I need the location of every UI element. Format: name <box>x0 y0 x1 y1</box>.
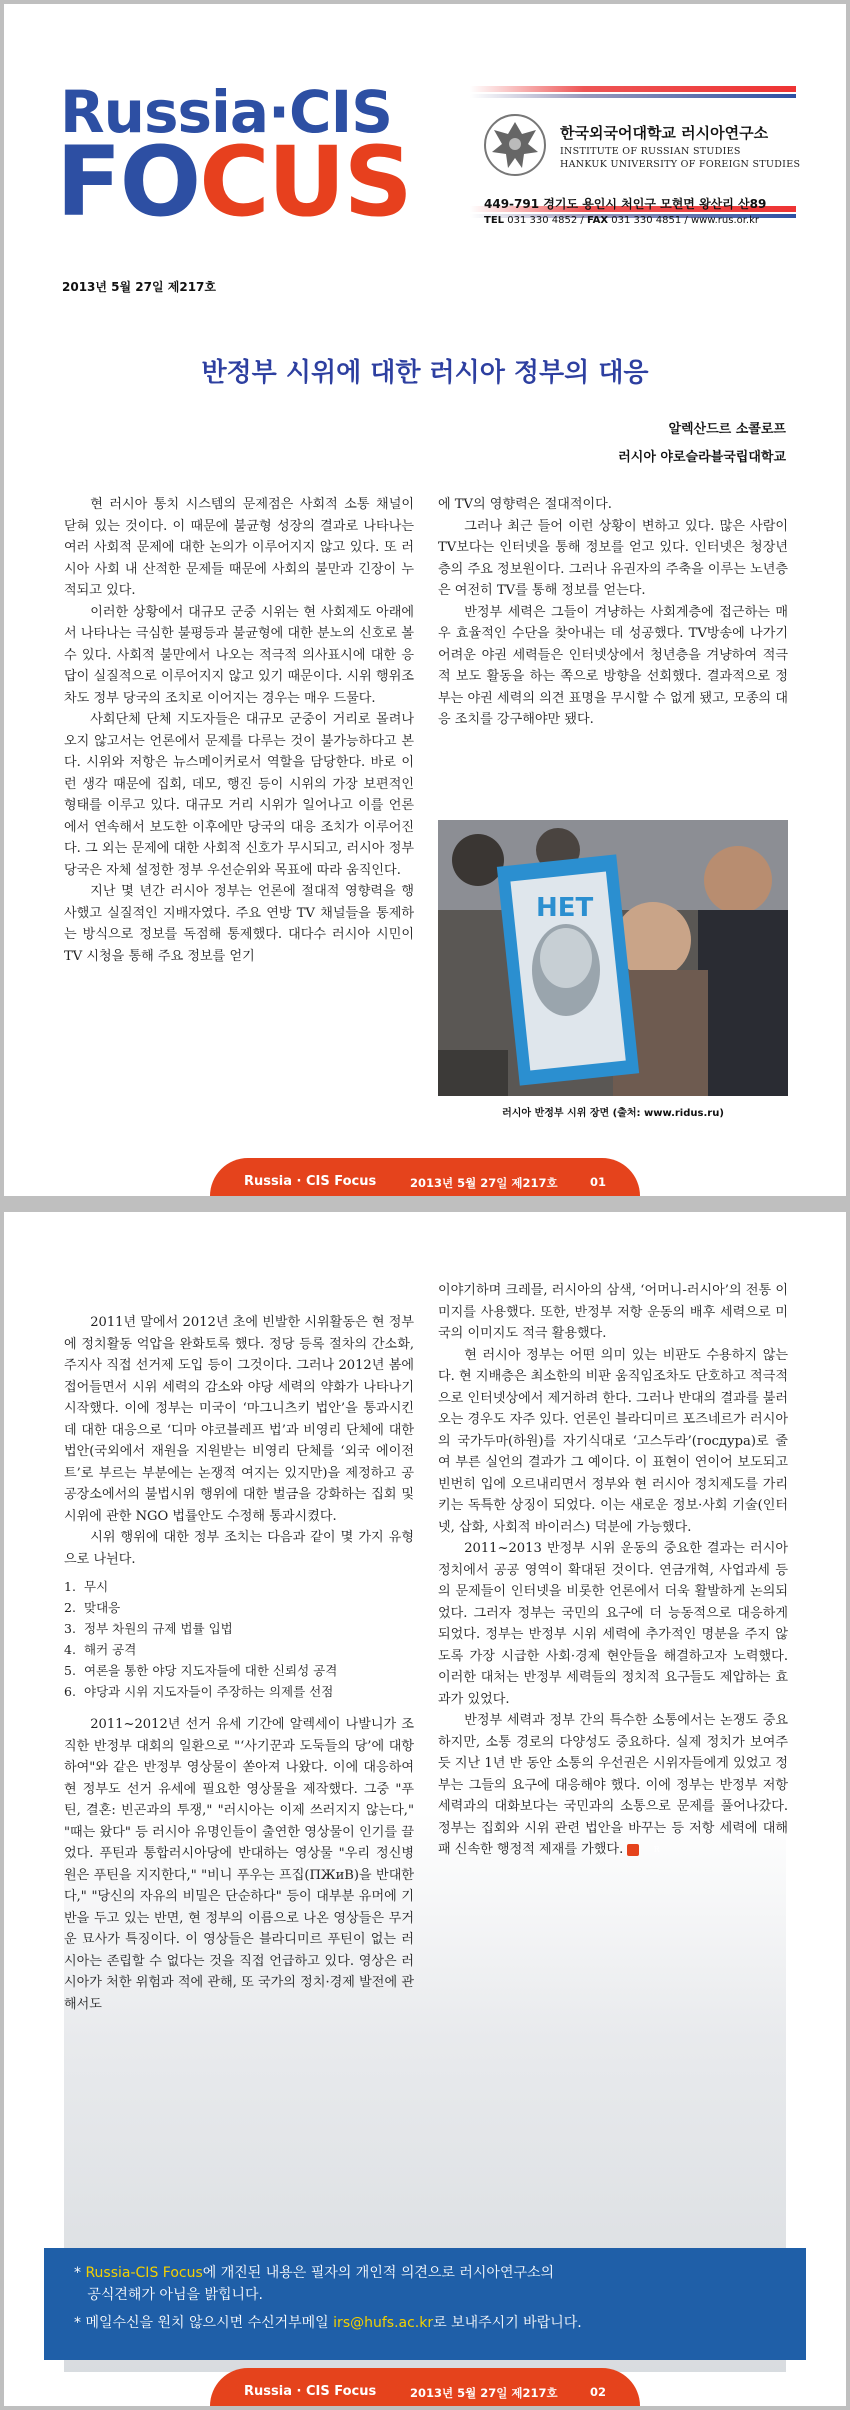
page-footer <box>210 2368 640 2406</box>
website-link[interactable]: www.rus.or.kr <box>690 215 760 226</box>
poster-text: HET <box>536 893 594 923</box>
paragraph: 2011~2013 반정부 시위 운동의 중요한 결과는 러시아 정치에서 공공 영역이 확대된 것이다. 연금개혁, 사업과세 등의 문제들이 인터넷을 비롯한 언론에서 더욱 활발하게 논의되었다. 그러자 정부는 국민의 요구에 더 능동적으로 대응하게 되었다. 정부는 반정부 시위 세력에 추가적인 명분을 주지 않도록 가장 시급한 사회·경제 현안들을 해결하고자 노력했다. 이러한 대처는 반정부 세력들의 정치적 요구들도 제압하는 효과가 있었다. <box>438 1541 788 1707</box>
paragraph: 2011~2012년 선거 유세 기간에 알렉세이 나발니가 조직한 반정부 대회의 일환으로 "‘사기꾼과 도둑들의 당’에 대항하여"와 같은 반정부 영상물이 쏟아져 나왔다. 이에 대응하여 현 정부도 선거 유세에 필요한 영상물을 제작했다. 그중 "푸틴, 결혼: 빈곤과의 투쟁," "러시아는 이제 쓰러지지 않는다," "때는 왔다" 등 러시아 유명인들이 출연한 영상물이 인기를 끌었다. 푸틴과 통합러시아당에 반대하는 영상물 "우리 정신병원은 푸틴을 지지한다," "비니 푸우는 프집(ПЖиВ)을 반대한다," "당신의 자유의 비밀은 단순하다" 등이 대부분 유머에 기반을 두고 있는 반면, 현 정부의 이름으로 나온 영상들은 무거운 묘사가 특징이다. 이 영상들은 블라디미르 푸틴이 없는 러시아는 존립할 수 없다는 것을 직접 언급하고 있다. 영상은 러시아가 처한 위험과 적에 관해, 또 국가의 정치·경제 발전에 관해서도 <box>64 1717 414 2012</box>
disclaimer-note: * Russia-CIS Focus에 개진된 내용은 필자의 개인적 의견으로 러시아연구소의 공식견해가 아님을 밝힙니다. <box>74 2265 555 2303</box>
paragraph: 지난 몇 년간 러시아 정부는 언론에 절대적 영향력을 행사했고 실질적인 지배자였다. 주요 연방 TV 채널들을 통제하는 방식으로 정보를 독점해 통제했다. 대다수 러시아 시민이 TV 시청을 통해 주요 정보를 얻기 <box>64 884 414 964</box>
university-name-en: HANKUK UNIVERSITY OF FOREIGN STUDIES <box>560 159 801 170</box>
author-name: 알렉산드르 소콜로프 <box>668 422 786 437</box>
page-2 <box>4 1212 846 2406</box>
paragraph: 반정부 세력은 그들이 겨냥하는 사회계층에 접근하는 매우 효율적인 수단을 찾아내는 데 성공했다. TV방송에 나가기 어려운 야권 세력들은 인터넷상에서 청년층을 겨냥하여 적극적 보도 활동을 하는 쪽으로 방향을 선회했다. 결과적으로 정부는 야권 세력의 의견 표명을 무시할 수 없게 됐고, 모종의 대응 조치를 강구해야만 됐다. <box>438 604 788 727</box>
list-item: 5. 여론을 통한 야당 지도자들에 대한 신뢰성 공격 <box>64 1663 338 1678</box>
header-stripe-blue <box>470 94 796 98</box>
page-1 <box>4 4 846 1196</box>
protest-photo <box>438 820 788 1096</box>
page-footer <box>210 1158 640 1196</box>
logo-focus-second: CUS <box>199 126 411 238</box>
institute-name-en: INSTITUTE OF RUSSIAN STUDIES <box>560 146 741 157</box>
institute-address: 449-791 경기도 용인시 처인구 모현면 왕산리 산89 <box>484 197 767 211</box>
header-stripe-red <box>470 86 796 92</box>
list-item: 3. 정부 차원의 규제 법률 입법 <box>64 1621 233 1636</box>
logo-russia-cis: Russia·CIS <box>60 78 392 146</box>
footer-brand: Russia · CIS Focus <box>244 1174 377 1189</box>
page1-right-column <box>438 494 788 731</box>
end-mark-icon: R <box>627 1844 639 1856</box>
paragraph: 2011년 말에서 2012년 초에 빈발한 시위활동은 현 정부에 정치활동 억압을 완화토록 했다. 정당 등록 절차의 간소화, 주지사 직접 선거제 도입 등이 그것이다. 그러나 2012년 봄에 접어들면서 시위 세력의 감소와 야당 세력의 약화가 나타나기 시작했다. 이에 정부는 미국이 ‘마그니츠키 법안’을 통과시킨 데 대한 대응으로 ‘디마 야코블레프 법’과 비영리 단체에 대한 법안(국외에서 재원을 지원받는 비영리 단체를 ‘외국 에이전트’로 부르는 부분에는 논쟁적 여지는 있지만)을 제정하고 공공장소에서의 불법시위 행위에 대한 벌금을 강화하는 집회 및 시위에 관한 NGO 법률안도 수정해 통과시켰다. <box>64 1315 414 1524</box>
focus-logo <box>56 78 420 252</box>
list-item: 2. 맞대응 <box>64 1600 121 1615</box>
paragraph: 이야기하며 크레믈, 러시아의 삼색, ‘어머니-러시아’의 전통 이미지를 사용했다. 또한, 반정부 저항 운동의 배후 세력으로 미국의 이미지도 적극 활용했다. <box>438 1283 788 1341</box>
paragraph: 이러한 상황에서 대규모 군중 시위는 현 사회제도 아래에서 나타나는 극심한 불평등과 불균형에 대한 분노의 신호로 볼 수 있다. 사회적 불만에서 나오는 적극적 의사표시에 대한 응답이 실질적으로 이루어지지 않고 있기 때문이다. 시위 행위조차도 정부 당국의 조치로 이어지는 경우는 매우 드물다. <box>64 604 414 706</box>
footer-page-number: 01 <box>590 1175 607 1189</box>
paragraph: 그러나 최근 들어 이런 상황이 변하고 있다. 많은 사람이 TV보다는 인터넷을 통해 정보를 얻고 있다. 인터넷은 청장년층의 주요 정보원이다. 그러나 유권자의 주축을 이루는 노년층은 여전히 TV를 통해 정보를 얻는다. <box>438 518 788 598</box>
paragraph: 시위 행위에 대한 정부 조치는 다음과 같이 몇 가지 유형으로 나뉜다. <box>64 1530 414 1567</box>
paragraph: 현 러시아 통치 시스템의 문제점은 사회적 소통 채널이 닫혀 있는 것이다. 이 때문에 불균형 성장의 결과로 나타나는 여러 사회적 문제에 대한 논의가 이루어지지 않고 있다. 또 러시아 사회 내 산적한 문제들 때문에 사회의 불만과 긴장이 누적되고 있다. <box>64 497 414 598</box>
paragraph: 반정부 세력과 정부 간의 특수한 소통에서는 논쟁도 중요하지만, 소통 경로의 다양성도 중요하다. 실제 정치가 보여주듯 지난 1년 반 동안 소통의 우선권은 시위자들에게 있었고 정부는 그들의 요구에 대응해야 했다. 이에 정부는 반정부 저항 세력과의 대화보다는 국민과의 소통으로 문제를 풀어나갔다. 정부는 집회와 시위 관련 법안을 바꾸는 등 저항 세력에 대해 패 신속한 행정적 제재를 가했다. R <box>438 1713 788 1857</box>
note-brand: Russia-CIS Focus <box>85 2265 203 2281</box>
author-affiliation: 러시아 야로슬라블국립대학교 <box>618 450 786 465</box>
eagle-emblem-icon <box>482 112 548 178</box>
footer-issue: 2013년 5월 27일 제217호 <box>410 1176 558 1190</box>
page2-right-column <box>438 1280 788 1861</box>
list-item: 6. 야당과 시위 지도자들이 주장하는 의제를 선점 <box>64 1684 334 1699</box>
unsubscribe-note: * 메일수신을 원치 않으시면 수신거부메일 irs@hufs.ac.kr로 보내주시기 바랍니다. <box>74 2315 582 2331</box>
footer-page-number: 02 <box>590 2385 607 2399</box>
list-item: 1. 무시 <box>64 1579 109 1594</box>
institute-name-kr: 한국외국어대학교 러시아연구소 <box>560 124 769 142</box>
page1-left-column <box>64 494 414 967</box>
logo-focus-first: FO <box>56 126 200 238</box>
unsubscribe-email-link[interactable]: irs@hufs.ac.kr <box>333 2315 434 2331</box>
footer-brand: Russia · CIS Focus <box>244 2384 377 2399</box>
article-title: 반정부 시위에 대한 러시아 정부의 대응 <box>201 358 649 388</box>
list-item: 4. 해커 공격 <box>64 1642 137 1657</box>
photo-caption: 러시아 반정부 시위 장면 (출처: www.ridus.ru) <box>502 1108 724 1119</box>
footer-issue: 2013년 5월 27일 제217호 <box>410 2386 558 2400</box>
paragraph: 사회단체 단체 지도자들은 대규모 군중이 거리로 몰려나오지 않고서는 언론에서 문제를 다루는 것이 불가능하다고 본다. 시위와 저항은 뉴스메이커로서 역할을 담당한다. 바로 이런 생각 때문에 집회, 데모, 행진 등이 시위의 가장 보편적인 형태를 이루고 있다. 대규모 거리 시위가 일어나고 이를 언론에서 연속해서 보도한 이후에만 당국의 대응 조치가 이루어진다. 그 외는 문제에 대한 사회적 신호가 무시되고, 러시아 정부 당국은 자체 설정한 정부 우선순위와 목표에 따라 움직인다. <box>64 712 414 878</box>
measures-list <box>64 1576 414 1702</box>
paragraph: 현 러시아 정부는 어떤 의미 있는 비판도 수용하지 않는다. 현 지배층은 최소한의 비판 움직임조차도 단호하고 적극적으로 인터넷상에서 제거하려 한다. 그러나 반대의 결과를 불러오는 경우도 자주 있다. 언론인 블라디미르 포즈네르가 러시아의 국가두마(하원)를 자기식대로 ‘고스두라’(госдура)로 줄여 부른 실언의 결과가 그 예이다. 이 표현이 연이어 보도되고 빈번히 입에 오르내리면서 정부와 현 러시아 정치제도를 가리키는 독특한 상징이 되었다. 이는 새로운 정보·사회 기술(인터넷, 삽화, 사회적 바이러스) 덕분에 가능했다. <box>438 1347 788 1535</box>
contact-line: TEL 031 330 4852 / FAX 031 330 4851 / www.rus.or.kr <box>484 215 760 226</box>
paragraph: 에 TV의 영향력은 절대적이다. <box>438 497 612 512</box>
page2-left-column <box>64 1312 414 2015</box>
logo-focus <box>56 126 411 238</box>
issue-date: 2013년 5월 27일 제217호 <box>62 280 216 294</box>
